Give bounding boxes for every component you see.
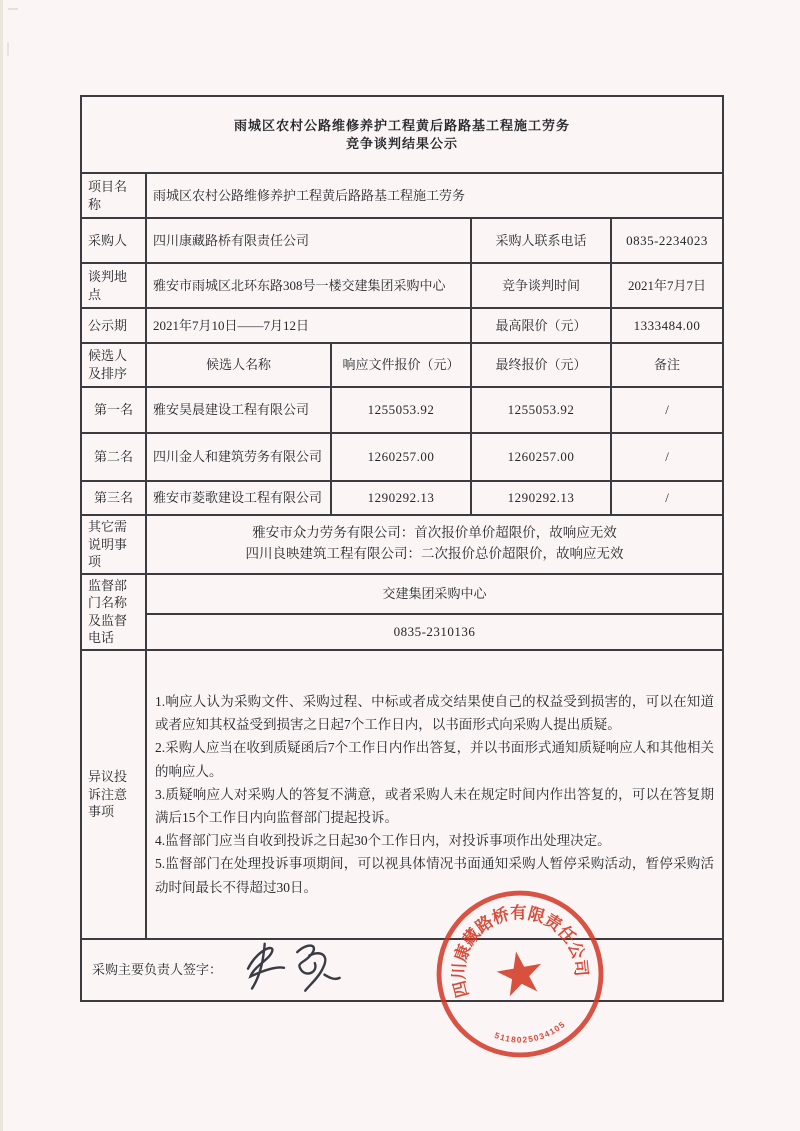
publicity-period-value: 2021年7月10日——7月12日	[146, 308, 471, 343]
column-header-name: 候选人名称	[146, 343, 331, 387]
negotiation-time-label: 竞争谈判时间	[471, 263, 611, 308]
candidate-name: 四川金人和建筑劳务有限公司	[146, 433, 331, 481]
objection-item-4: 4.监督部门应当自收到投诉之日起30个工作日内，对投诉事项作出处理决定。	[155, 833, 611, 849]
candidate-doc-price: 1290292.13	[331, 481, 471, 515]
column-header-rank: 候选人及排序	[81, 343, 146, 387]
objection-label: 异议投诉注意事项	[81, 650, 146, 939]
candidate-doc-price: 1260257.00	[331, 433, 471, 481]
candidate-final-price: 1260257.00	[471, 433, 611, 481]
other-notes-label: 其它需说明事项	[81, 515, 146, 574]
purchaser-phone-value: 0835-2234023	[611, 218, 723, 263]
publicity-period-label: 公示期	[81, 308, 146, 343]
venue-label: 谈判地点	[81, 263, 146, 308]
page-title	[81, 96, 723, 173]
column-header-final-price: 最终报价（元）	[471, 343, 611, 387]
candidate-rank: 第三名	[81, 481, 146, 515]
other-notes-content	[146, 515, 723, 574]
scan-artifact-mark	[7, 42, 9, 56]
project-name-value: 雨城区农村公路维修养护工程黄后路路基工程施工劳务	[146, 173, 723, 218]
column-header-remark: 备注	[611, 343, 723, 387]
handwritten-signature	[238, 933, 359, 1002]
candidate-remark: /	[611, 481, 723, 515]
objection-item-5: 5.监督部门在处理投诉事项期间，可以视具体情况书面通知采购人暂停采购活动，暂停采购活动时间最长不得超过30日。	[155, 856, 715, 895]
candidate-name: 雅安昊晨建设工程有限公司	[146, 387, 331, 433]
max-price-label: 最高限价（元）	[471, 308, 611, 343]
purchaser-label: 采购人	[81, 218, 146, 263]
column-header-doc-price: 响应文件报价（元）	[331, 343, 471, 387]
notice-table	[80, 95, 724, 1002]
candidate-doc-price: 1255053.92	[331, 387, 471, 433]
objection-item-2: 2.采购人应当在收到质疑函后7个工作日内作出答复，并以书面形式通知质疑响应人和其他相关的响应人。	[155, 740, 715, 779]
supervision-phone: 0835-2310136	[146, 614, 723, 650]
candidate-row-3	[81, 481, 723, 515]
purchaser-value: 四川康藏路桥有限责任公司	[146, 218, 471, 263]
candidate-row-2	[81, 433, 723, 481]
title-line-1: 雨城区农村公路维修养护工程黄后路路基工程施工劳务	[234, 117, 571, 133]
candidate-final-price: 1290292.13	[471, 481, 611, 515]
title-line-2: 竞争谈判结果公示	[346, 135, 459, 151]
svg-text:5118025034105	[492, 1018, 570, 1050]
candidate-remark: /	[611, 433, 723, 481]
stamp-registration-number: 5118025034105	[493, 1018, 568, 1045]
candidate-remark: /	[611, 387, 723, 433]
supervision-label: 监督部门名称及监督电话	[81, 574, 146, 650]
signature-row	[81, 939, 723, 1002]
venue-value: 雅安市雨城区北环东路308号一楼交建集团采购中心	[146, 263, 471, 308]
purchaser-phone-label: 采购人联系电话	[471, 218, 611, 263]
candidate-rank: 第一名	[81, 387, 146, 433]
objection-item-1: 1.响应人认为采购文件、采购过程、中标或者成交结果使自己的权益受到损害的，可以在知道或者应知其权益受到损害之日起7个工作日内，以书面形式向采购人提出质疑。	[155, 693, 715, 733]
other-notes-line-2: 四川良映建筑工程有限公司：二次报价总价超限价，故响应无效	[245, 546, 624, 562]
objection-item-3: 3.质疑响应人对采购人的答复不满意，或者采购人未在规定时间内作出答复的，可以在答复期满后15个工作日内向监督部门提起投诉。	[155, 786, 715, 825]
scan-edge-shadow	[0, 0, 3, 1131]
supervision-department: 交建集团采购中心	[146, 574, 723, 614]
candidate-final-price: 1255053.92	[471, 387, 611, 433]
candidate-row-1	[81, 387, 723, 433]
project-name-label: 项目名称	[81, 173, 146, 218]
candidate-name: 雅安市菱歌建设工程有限公司	[146, 481, 331, 515]
scan-artifact-mark	[8, 8, 18, 10]
negotiation-time-value: 2021年7月7日	[611, 263, 723, 308]
other-notes-line-1: 雅安市众力劳务有限公司：首次报价单价超限价，故响应无效	[252, 525, 617, 541]
max-price-value: 1333484.00	[611, 308, 723, 343]
candidate-rank: 第二名	[81, 433, 146, 481]
signature-label: 采购主要负责人签字：	[92, 962, 223, 978]
stamp-company-name: 四川康藏路桥有限责任公司	[449, 903, 591, 1000]
objection-content	[146, 650, 723, 939]
